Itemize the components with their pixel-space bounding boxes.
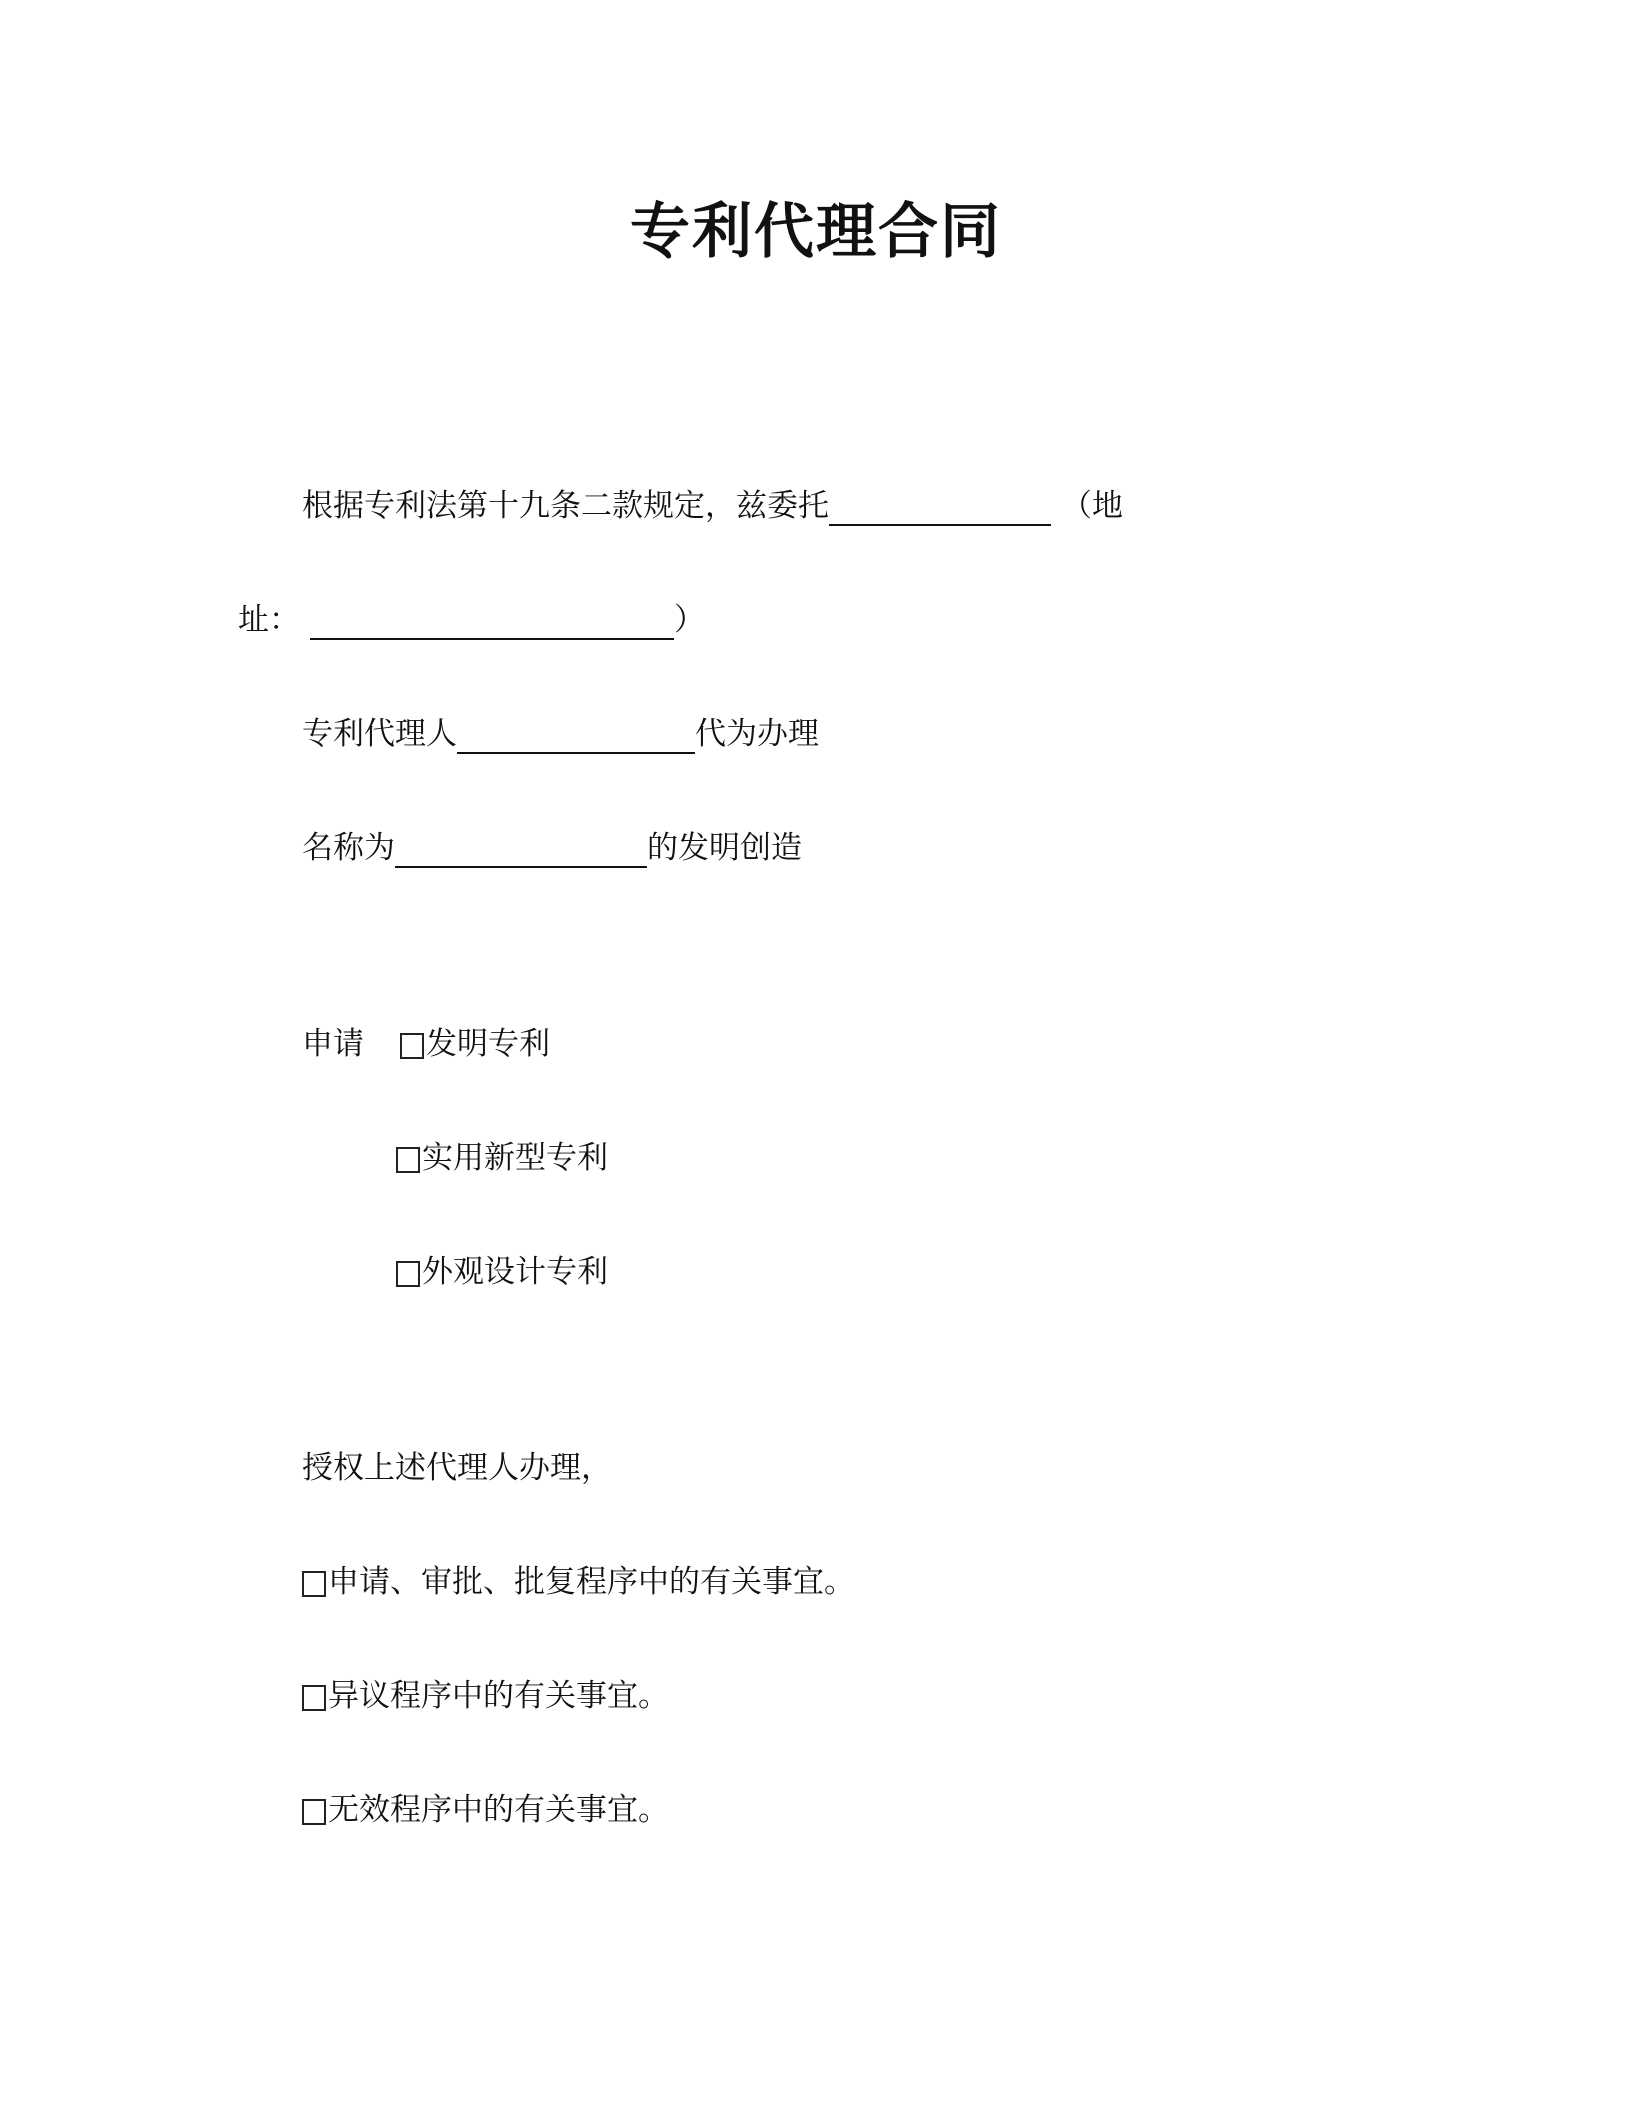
address-label: 址：	[238, 602, 300, 638]
invention-name-suffix: 的发明创造	[647, 830, 802, 866]
apply-option-utility	[396, 1136, 608, 1180]
entrust-text: 根据专利法第十九条二款规定，兹委托	[302, 488, 829, 524]
checkbox-application-matters[interactable]	[302, 1571, 326, 1597]
principal-blank[interactable]	[829, 484, 1051, 526]
authorize-heading	[302, 1446, 612, 1490]
apply-option-invention	[302, 1022, 550, 1066]
address-close-text: ）	[674, 602, 705, 638]
entrust-line	[302, 484, 1123, 528]
checkbox-invention[interactable]	[400, 1033, 424, 1059]
address-blank[interactable]	[310, 598, 674, 640]
agent-line	[302, 712, 819, 756]
authorize-heading-text: 授权上述代理人办理，	[302, 1450, 612, 1486]
invention-name-blank[interactable]	[395, 826, 647, 868]
address-open-text: （地	[1061, 488, 1123, 524]
authorize-item-invalidation-text: 无效程序中的有关事宜。	[328, 1792, 669, 1828]
authorize-item-opposition	[302, 1674, 669, 1718]
authorize-item-opposition-text: 异议程序中的有关事宜。	[328, 1678, 669, 1714]
option-utility-label: 实用新型专利	[422, 1140, 608, 1176]
agent-label: 专利代理人	[302, 716, 457, 752]
invention-name-line	[302, 826, 802, 870]
apply-label: 申请	[302, 1026, 364, 1062]
option-invention-label: 发明专利	[426, 1026, 550, 1062]
authorize-item-application	[302, 1560, 855, 1604]
document-title: 专利代理合同	[630, 197, 1002, 267]
address-line	[238, 598, 705, 642]
agent-suffix: 代为办理	[695, 716, 819, 752]
authorize-item-application-text: 申请、审批、批复程序中的有关事宜。	[328, 1564, 855, 1600]
invention-name-label: 名称为	[302, 830, 395, 866]
option-design-label: 外观设计专利	[422, 1254, 608, 1290]
checkbox-design[interactable]	[396, 1261, 420, 1287]
agent-blank[interactable]	[457, 712, 695, 754]
checkbox-utility-model[interactable]	[396, 1147, 420, 1173]
authorize-item-invalidation	[302, 1788, 669, 1832]
checkbox-invalidation-matters[interactable]	[302, 1799, 326, 1825]
apply-option-design	[396, 1250, 608, 1294]
checkbox-opposition-matters[interactable]	[302, 1685, 326, 1711]
